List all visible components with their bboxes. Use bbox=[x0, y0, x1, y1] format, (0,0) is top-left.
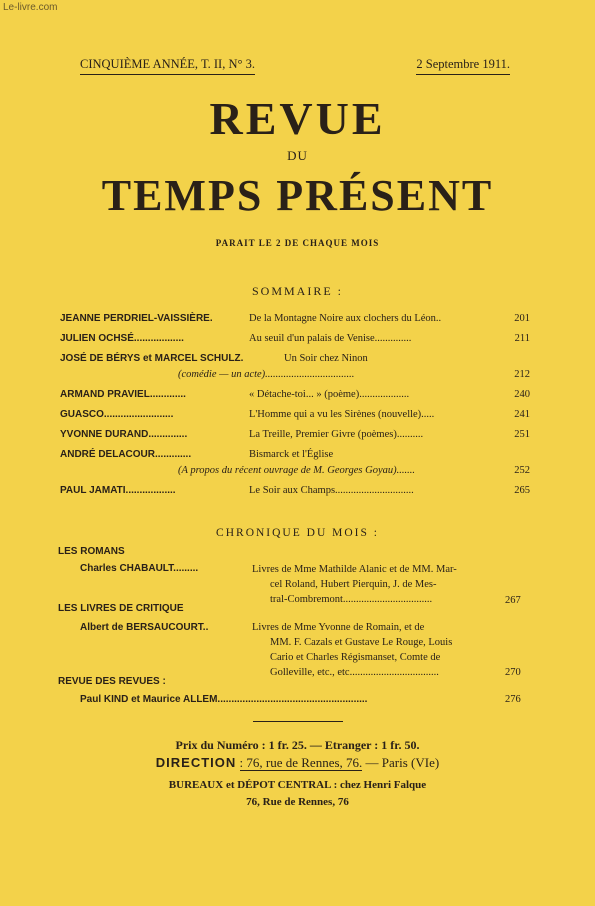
section-page: 270 bbox=[505, 667, 521, 678]
title-revue: REVUE bbox=[209, 93, 386, 144]
section-author: Albert de BERSAUCOURT.. bbox=[80, 622, 209, 633]
toc-row bbox=[60, 484, 530, 498]
issue-number: CINQUIÈME ANNÉE, T. II, N° 3. bbox=[80, 57, 255, 75]
toc-author: PAUL JAMATI.................. bbox=[60, 485, 176, 496]
chronique-heading: CHRONIQUE DU MOIS : bbox=[216, 527, 379, 539]
section-line: cel Roland, Hubert Pierquin, J. de Mes- bbox=[270, 579, 437, 590]
toc-work: (comédie — un acte).................................. bbox=[178, 369, 355, 380]
direction-line bbox=[0, 755, 595, 771]
toc-author: JULIEN OCHSÉ.................. bbox=[60, 333, 184, 344]
watermark: Le-livre.com bbox=[3, 2, 58, 13]
section-author: Paul KIND et Maurice ALLEM...................................................... bbox=[80, 694, 368, 705]
section-line: Golleville, etc., etc.................................. bbox=[270, 667, 439, 678]
toc-author: JOSÉ DE BÉRYS et MARCEL SCHULZ. bbox=[60, 353, 244, 364]
section-title: LES LIVRES DE CRITIQUE bbox=[58, 603, 184, 614]
section-title: REVUE DES REVUES : bbox=[58, 676, 166, 687]
toc-row bbox=[60, 352, 530, 366]
section-title: LES ROMANS bbox=[58, 546, 125, 557]
toc-work: La Treille, Premier Givre (poèmes).......... bbox=[249, 429, 424, 440]
toc-page: 252 bbox=[514, 465, 530, 476]
toc-row bbox=[60, 388, 530, 402]
toc-author: JEANNE PERDRIEL-VAISSIÈRE. bbox=[60, 313, 213, 324]
toc-work: De la Montagne Noire aux clochers du Léon.. bbox=[249, 313, 442, 324]
toc-author: ANDRÉ DELACOUR............. bbox=[60, 449, 192, 460]
toc-row bbox=[60, 332, 530, 346]
table-of-contents bbox=[60, 312, 530, 498]
toc-row bbox=[60, 464, 530, 478]
toc-row bbox=[60, 428, 530, 442]
toc-author: YVONNE DURAND.............. bbox=[60, 429, 188, 440]
toc-page: 251 bbox=[514, 429, 530, 440]
toc-work: L'Homme qui a vu les Sirènes (nouvelle)..... bbox=[249, 409, 435, 420]
toc-work: Au seuil d'un palais de Venise.............. bbox=[249, 333, 412, 344]
section-page: 276 bbox=[505, 694, 521, 705]
direction-label: DIRECTION bbox=[155, 755, 237, 770]
toc-author: GUASCO......................... bbox=[60, 409, 174, 420]
issue-date: 2 Septembre 1911. bbox=[416, 57, 510, 75]
title-temps-present: TEMPS PRÉSENT bbox=[101, 171, 494, 220]
bureaux-line: BUREAUX et DÉPOT CENTRAL : chez Henri Falque bbox=[168, 779, 427, 791]
toc-row bbox=[60, 312, 530, 326]
toc-page: 201 bbox=[514, 313, 530, 324]
bureaux-address: 76, Rue de Rennes, 76 bbox=[246, 796, 349, 808]
section-page: 267 bbox=[505, 595, 521, 606]
divider bbox=[253, 721, 343, 722]
title-du: DU bbox=[287, 148, 308, 163]
section-line: Livres de Mme Yvonne de Romain, et de bbox=[252, 622, 425, 633]
price-line: Prix du Numéro : 1 fr. 25. — Etranger : 1 fr. 50. bbox=[175, 738, 420, 752]
issue-header bbox=[80, 57, 510, 75]
toc-work: Le Soir aux Champs.............................. bbox=[249, 485, 414, 496]
toc-row bbox=[60, 448, 530, 462]
toc-page: 211 bbox=[514, 333, 530, 344]
section-line: Livres de Mme Mathilde Alanic et de MM. Mar- bbox=[252, 564, 457, 575]
toc-work: « Détache-toi... » (poème)................... bbox=[249, 389, 410, 400]
toc-page: 265 bbox=[514, 485, 530, 496]
toc-author: ARMAND PRAVIEL............. bbox=[60, 389, 186, 400]
sommaire-heading: SOMMAIRE : bbox=[251, 284, 343, 298]
toc-work: Bismarck et l'Église bbox=[249, 449, 334, 460]
toc-page: 240 bbox=[514, 389, 530, 400]
publication-frequency: PARAIT LE 2 DE CHAQUE MOIS bbox=[215, 238, 380, 248]
section-text bbox=[252, 620, 497, 680]
section-line: tral-Combremont.................................. bbox=[270, 594, 433, 605]
toc-row bbox=[60, 408, 530, 422]
toc-page: 241 bbox=[514, 409, 530, 420]
direction-address: : 76, rue de Rennes, 76. bbox=[239, 755, 363, 770]
section-text bbox=[252, 562, 497, 607]
section-line: MM. F. Cazals et Gustave Le Rouge, Louis bbox=[270, 637, 453, 648]
toc-work: (A propos du récent ouvrage de M. Georges Goyau)....... bbox=[178, 465, 415, 476]
toc-page: 212 bbox=[514, 369, 530, 380]
toc-work: Un Soir chez Ninon bbox=[284, 353, 368, 364]
section-line: Cario et Charles Régismanset, Comte de bbox=[270, 652, 441, 663]
toc-row bbox=[60, 368, 530, 382]
direction-city: — Paris (VIe) bbox=[365, 755, 440, 770]
section-author: Charles CHABAULT......... bbox=[80, 563, 199, 574]
